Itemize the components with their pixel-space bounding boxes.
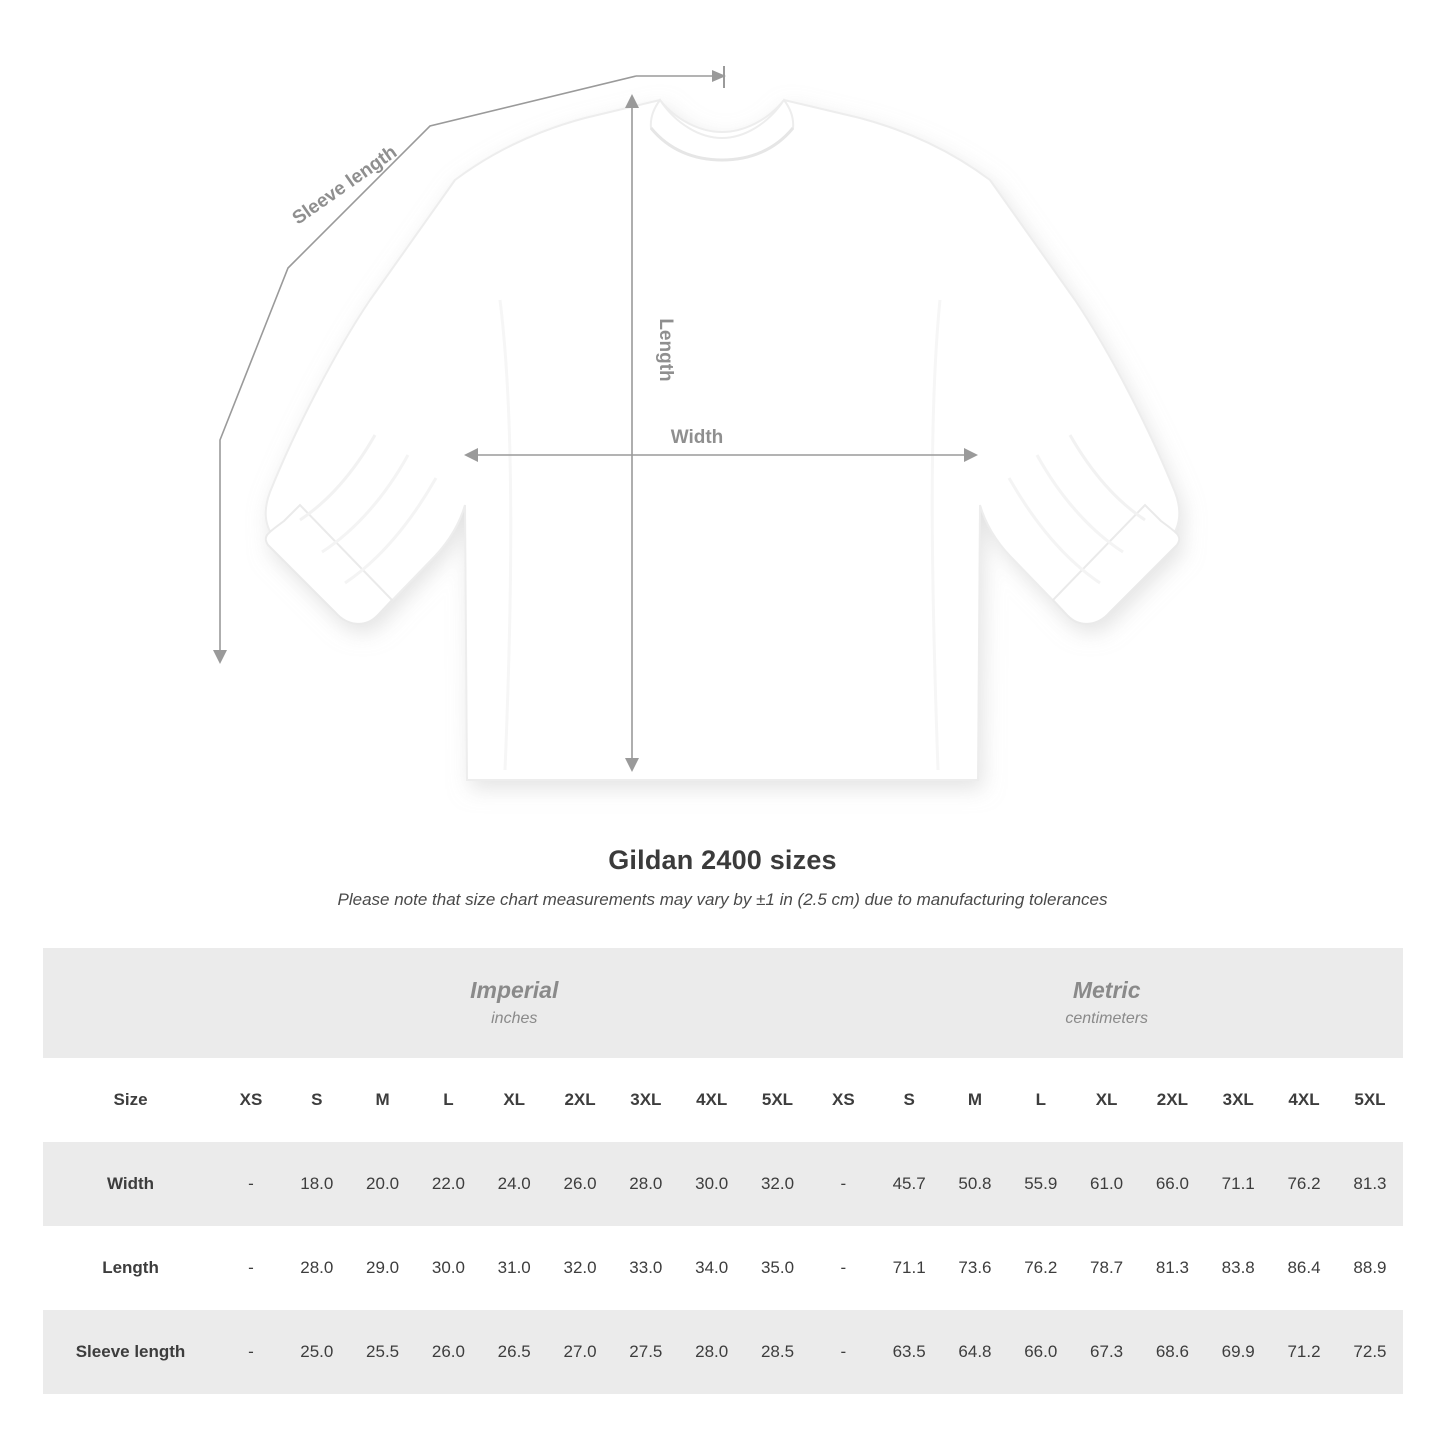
cell-sleeve-imp-xs: -	[218, 1310, 284, 1394]
cell-sleeve-met-xs: -	[810, 1310, 876, 1394]
unit-name-metric: Metric	[1072, 977, 1141, 1004]
cell-sleeve-imp-l: 26.0	[416, 1310, 482, 1394]
header-size-imp-4xl: 4XL	[679, 1058, 745, 1142]
cell-length-imp-4xl: 34.0	[679, 1226, 745, 1310]
header-size-met-5xl: 5XL	[1337, 1058, 1403, 1142]
cell-length-imp-xl: 31.0	[481, 1226, 547, 1310]
cell-sleeve-imp-s: 25.0	[284, 1310, 350, 1394]
cell-length-met-4xl: 86.4	[1271, 1226, 1337, 1310]
cell-length-met-m: 73.6	[942, 1226, 1008, 1310]
unit-sub-metric: centimeters	[1065, 1009, 1149, 1027]
sleeve-length-label: Sleeve length	[288, 141, 402, 230]
cell-length-met-l: 76.2	[1008, 1226, 1074, 1310]
row-label-width: Width	[43, 1142, 218, 1226]
cell-width-imp-l: 22.0	[416, 1142, 482, 1226]
cell-sleeve-imp-4xl: 28.0	[679, 1310, 745, 1394]
table-row	[43, 1310, 1403, 1394]
cell-width-met-xs: -	[810, 1142, 876, 1226]
cell-length-met-5xl: 88.9	[1337, 1226, 1403, 1310]
header-size-met-xl: XL	[1074, 1058, 1140, 1142]
header-size-imp-l: L	[416, 1058, 482, 1142]
cell-length-imp-5xl: 35.0	[745, 1226, 811, 1310]
table-row	[43, 1142, 1403, 1226]
cell-sleeve-met-3xl: 69.9	[1205, 1310, 1271, 1394]
header-size-imp-xl: XL	[481, 1058, 547, 1142]
unit-header-imperial	[218, 948, 810, 1058]
row-label-length: Length	[43, 1226, 218, 1310]
cell-width-met-m: 50.8	[942, 1142, 1008, 1226]
cell-width-imp-2xl: 26.0	[547, 1142, 613, 1226]
header-size-met-xs: XS	[810, 1058, 876, 1142]
header-size-met-4xl: 4XL	[1271, 1058, 1337, 1142]
cell-sleeve-imp-5xl: 28.5	[745, 1310, 811, 1394]
cell-width-met-5xl: 81.3	[1337, 1142, 1403, 1226]
cell-length-met-3xl: 83.8	[1205, 1226, 1271, 1310]
cell-length-met-xs: -	[810, 1226, 876, 1310]
cell-width-met-xl: 61.0	[1074, 1142, 1140, 1226]
cell-sleeve-met-5xl: 72.5	[1337, 1310, 1403, 1394]
cell-sleeve-met-l: 66.0	[1008, 1310, 1074, 1394]
cell-sleeve-imp-m: 25.5	[350, 1310, 416, 1394]
header-size-met-3xl: 3XL	[1205, 1058, 1271, 1142]
header-size-imp-xs: XS	[218, 1058, 284, 1142]
page-title: Gildan 2400 sizes	[608, 845, 837, 875]
header-size-met-l: L	[1008, 1058, 1074, 1142]
header-size-imp-5xl: 5XL	[745, 1058, 811, 1142]
unit-sub-imperial: inches	[491, 1009, 538, 1027]
cell-width-imp-s: 18.0	[284, 1142, 350, 1226]
cell-sleeve-imp-2xl: 27.0	[547, 1310, 613, 1394]
cell-width-imp-xl: 24.0	[481, 1142, 547, 1226]
width-label: Width	[670, 427, 724, 448]
cell-length-met-2xl: 81.3	[1139, 1226, 1205, 1310]
cell-width-met-4xl: 76.2	[1271, 1142, 1337, 1226]
cell-width-imp-xs: -	[218, 1142, 284, 1226]
cell-length-imp-2xl: 32.0	[547, 1226, 613, 1310]
cell-width-met-l: 55.9	[1008, 1142, 1074, 1226]
cell-sleeve-imp-3xl: 27.5	[613, 1310, 679, 1394]
cell-width-imp-m: 20.0	[350, 1142, 416, 1226]
cell-length-imp-s: 28.0	[284, 1226, 350, 1310]
cell-length-imp-m: 29.0	[350, 1226, 416, 1310]
cell-width-met-2xl: 66.0	[1139, 1142, 1205, 1226]
unit-name-imperial: Imperial	[470, 977, 559, 1004]
header-size-imp-3xl: 3XL	[613, 1058, 679, 1142]
header-size-imp-m: M	[350, 1058, 416, 1142]
row-label-sleeve-length: Sleeve length	[43, 1310, 218, 1394]
length-label: Length	[655, 318, 676, 382]
cell-length-imp-3xl: 33.0	[613, 1226, 679, 1310]
unit-header-metric	[810, 948, 1403, 1058]
cell-width-imp-4xl: 30.0	[679, 1142, 745, 1226]
unit-header-spacer	[43, 948, 218, 1058]
header-size-imp-s: S	[284, 1058, 350, 1142]
cell-length-met-xl: 78.7	[1074, 1226, 1140, 1310]
cell-width-imp-5xl: 32.0	[745, 1142, 811, 1226]
cell-width-imp-3xl: 28.0	[613, 1142, 679, 1226]
cell-length-met-s: 71.1	[876, 1226, 942, 1310]
size-chart-table	[43, 948, 1403, 1394]
table-row	[43, 1226, 1403, 1310]
header-size-met-m: M	[942, 1058, 1008, 1142]
cell-length-imp-xs: -	[218, 1226, 284, 1310]
cell-sleeve-imp-xl: 26.5	[481, 1310, 547, 1394]
header-size-label: Size	[43, 1058, 218, 1142]
header-size-met-2xl: 2XL	[1139, 1058, 1205, 1142]
unit-header-row	[43, 948, 1403, 1058]
cell-width-met-3xl: 71.1	[1205, 1142, 1271, 1226]
header-size-imp-2xl: 2XL	[547, 1058, 613, 1142]
title-block	[0, 845, 1445, 910]
cell-sleeve-met-m: 64.8	[942, 1310, 1008, 1394]
cell-sleeve-met-s: 63.5	[876, 1310, 942, 1394]
tolerance-note: Please note that size chart measurements may vary by ±1 in (2.5 cm) due to manufacturing tolerances	[337, 890, 1108, 909]
cell-length-imp-l: 30.0	[416, 1226, 482, 1310]
cell-sleeve-met-4xl: 71.2	[1271, 1310, 1337, 1394]
cell-sleeve-met-2xl: 68.6	[1139, 1310, 1205, 1394]
cell-sleeve-met-xl: 67.3	[1074, 1310, 1140, 1394]
size-header-row	[43, 1058, 1403, 1142]
cell-width-met-s: 45.7	[876, 1142, 942, 1226]
header-size-met-s: S	[876, 1058, 942, 1142]
